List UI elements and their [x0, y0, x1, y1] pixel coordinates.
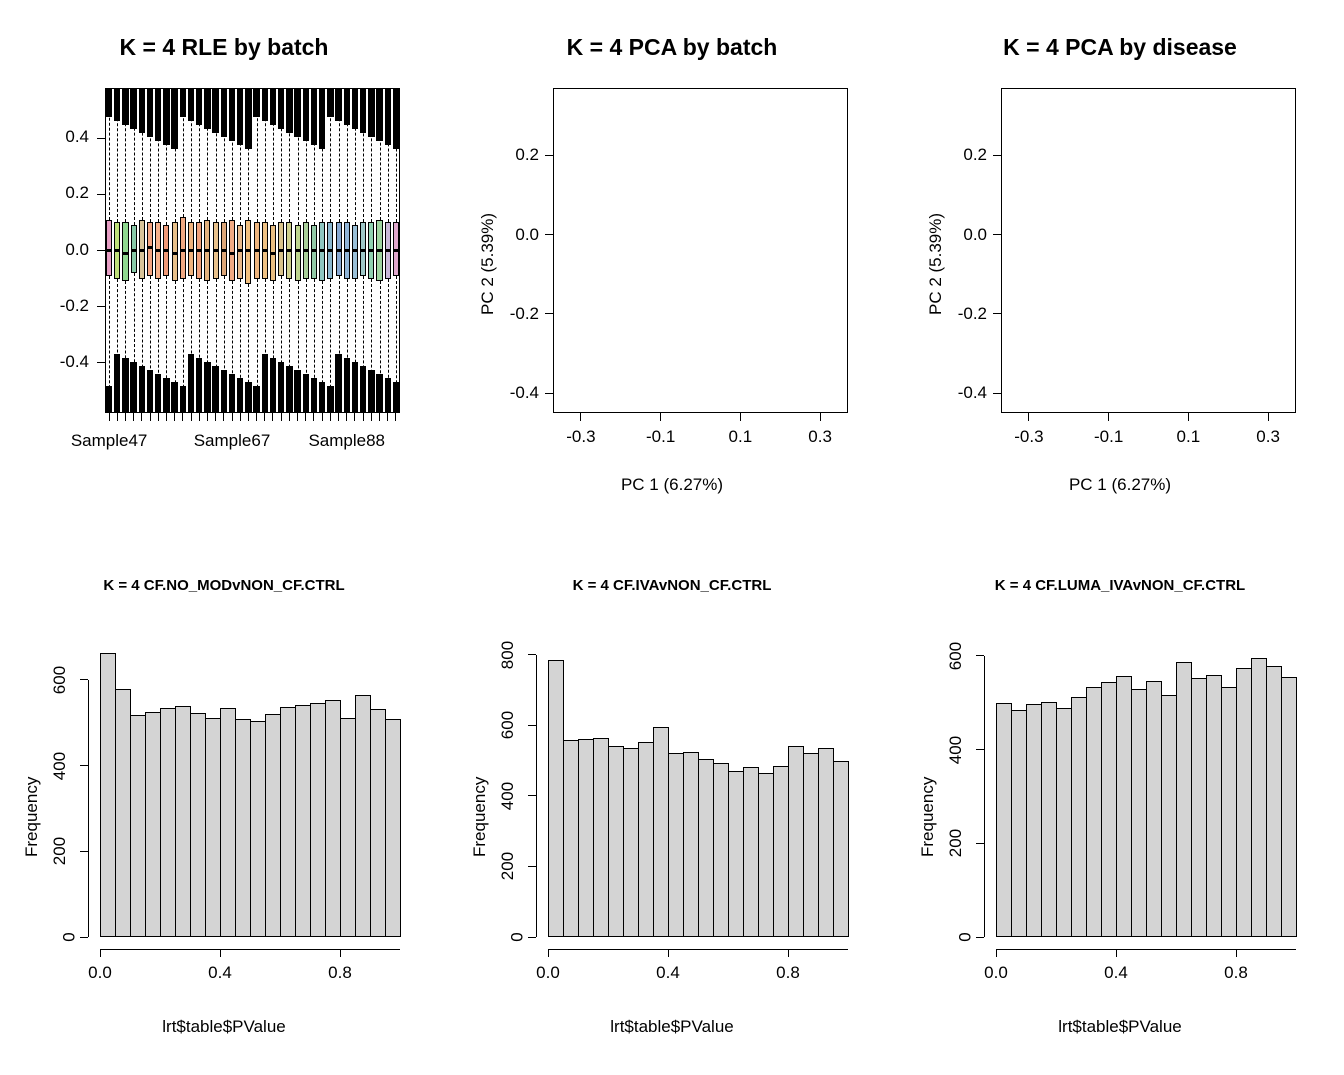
panel-title: K = 4 CF.LUMA_IVAvNON_CF.CTRL: [994, 577, 1246, 594]
y-tick-mark: [97, 362, 105, 363]
y-axis-label: Frequency: [470, 776, 489, 857]
x-tick-mark: [150, 413, 151, 421]
panel-title: K = 4 CF.NO_MODvNON_CF.CTRL: [103, 577, 345, 594]
y-tick-mark: [993, 393, 1001, 394]
y-tick-mark: [80, 851, 88, 852]
bar: [1056, 708, 1072, 937]
y-tick-mark: [976, 843, 984, 844]
bar: [1011, 710, 1027, 937]
bar: [1086, 687, 1102, 937]
x-tick-mark: [232, 413, 233, 421]
x-tick-label: -0.3: [1014, 427, 1044, 446]
x-tick-mark: [1236, 949, 1237, 957]
y-tick-mark: [976, 749, 984, 750]
bar: [623, 748, 639, 937]
y-tick-label: 600: [49, 665, 69, 695]
y-tick-label: 200: [945, 829, 965, 858]
bar: [578, 739, 594, 937]
y-tick-label: 400: [49, 751, 69, 780]
x-tick-mark: [256, 413, 257, 421]
y-tick-mark: [528, 654, 536, 655]
bar: [788, 746, 804, 937]
x-tick-mark: [220, 949, 221, 957]
y-tick-label: 0.2: [65, 183, 89, 203]
bar: [1176, 662, 1192, 937]
y-axis-line: [88, 680, 89, 937]
x-tick-mark: [264, 413, 265, 421]
y-tick-mark: [976, 655, 984, 656]
bar: [803, 753, 819, 937]
y-tick-mark: [528, 795, 536, 796]
y-tick-mark: [993, 155, 1001, 156]
x-tick-mark: [191, 413, 192, 421]
x-tick-mark: [387, 413, 388, 421]
y-tick-mark: [97, 250, 105, 251]
bar: [340, 718, 356, 937]
x-tick-label: 0.4: [208, 963, 232, 982]
y-tick-mark: [80, 765, 88, 766]
y-tick-mark: [993, 234, 1001, 235]
bar: [698, 759, 714, 937]
x-tick-mark: [322, 413, 323, 421]
x-tick-mark: [338, 413, 339, 421]
y-tick-label: 0.0: [65, 239, 89, 259]
bar: [145, 712, 161, 937]
y-axis-line: [536, 655, 537, 937]
panel-title: K = 4 PCA by batch: [566, 34, 778, 60]
x-tick-mark: [248, 413, 249, 421]
bar: [713, 763, 729, 937]
y-tick-label: -0.4: [957, 383, 987, 403]
y-tick-mark: [976, 937, 984, 938]
bar: [593, 738, 609, 937]
x-axis-label: lrt$table$PValue: [610, 1017, 734, 1036]
x-axis-line: [996, 949, 1296, 950]
panel-hist-luma-iva: [896, 537, 1344, 1075]
panel-hist-iva: [448, 537, 896, 1075]
y-tick-mark: [528, 866, 536, 867]
y-tick-mark: [80, 679, 88, 680]
panel-pca-by-batch: [448, 0, 896, 520]
bar: [280, 707, 296, 937]
y-tick-mark: [528, 725, 536, 726]
x-tick-mark: [289, 413, 290, 421]
x-tick-mark: [158, 413, 159, 421]
x-tick-mark: [330, 413, 331, 421]
y-tick-label: -0.2: [59, 295, 89, 315]
bar: [115, 689, 131, 937]
x-tick-mark: [223, 413, 224, 421]
x-tick-mark: [125, 413, 126, 421]
x-axis-label: PC 1 (6.27%): [620, 475, 724, 494]
panel-pca-by-disease: [896, 0, 1344, 520]
x-tick-label: 0.8: [328, 963, 352, 982]
x-tick-mark: [281, 413, 282, 421]
y-tick-label: 600: [945, 641, 965, 670]
bar: [608, 746, 624, 937]
y-tick-mark: [97, 138, 105, 139]
bar: [653, 727, 669, 937]
bar: [190, 713, 206, 937]
y-axis-label: Frequency: [22, 776, 41, 857]
x-tick-mark: [207, 413, 208, 421]
bar: [100, 653, 116, 937]
bar: [1236, 668, 1252, 937]
x-tick-mark: [354, 413, 355, 421]
x-tick-mark: [1028, 413, 1029, 421]
bar: [1131, 689, 1147, 937]
x-tick-label: 0.4: [656, 963, 680, 982]
bar: [1146, 681, 1162, 937]
x-tick-mark: [660, 413, 661, 421]
x-axis-line: [548, 949, 848, 950]
x-tick-mark: [240, 413, 241, 421]
x-tick-mark: [182, 413, 183, 421]
y-tick-label: 400: [945, 735, 965, 764]
y-tick-label: 0: [955, 932, 975, 942]
bar: [833, 761, 849, 937]
plot-area-rle: [105, 88, 400, 413]
y-axis-line: [984, 656, 985, 937]
x-tick-mark: [166, 413, 167, 421]
bar: [355, 695, 371, 937]
x-tick-mark: [379, 413, 380, 421]
x-tick-label: Sample88: [308, 431, 386, 450]
x-tick-mark: [340, 949, 341, 957]
bar: [310, 703, 326, 937]
plot-area-pca-batch: [553, 88, 848, 413]
bar: [668, 753, 684, 937]
bar: [205, 718, 221, 937]
x-tick-mark: [346, 413, 347, 421]
y-tick-label: 400: [497, 781, 517, 810]
bar: [548, 660, 564, 937]
x-tick-label: 0.8: [1224, 963, 1248, 982]
x-tick-label: -0.3: [566, 427, 596, 446]
bar: [1101, 682, 1117, 937]
bar: [295, 705, 311, 937]
y-tick-label: -0.4: [59, 351, 89, 371]
y-tick-label: 600: [497, 711, 517, 740]
y-tick-label: 0: [59, 932, 79, 942]
y-tick-mark: [545, 155, 553, 156]
bar: [370, 709, 386, 937]
x-tick-label: 0.1: [728, 427, 753, 446]
x-tick-label: 0.0: [984, 963, 1008, 982]
bar: [130, 715, 146, 937]
y-tick-label: 0.0: [515, 224, 539, 244]
bar: [638, 742, 654, 937]
bar: [1071, 697, 1087, 937]
x-tick-label: 0.3: [1256, 427, 1280, 446]
x-tick-mark: [1188, 413, 1189, 421]
x-tick-mark: [788, 949, 789, 957]
x-axis-line: [100, 949, 400, 950]
x-axis-label: PC 1 (6.27%): [1068, 475, 1172, 494]
x-tick-label: -0.1: [1093, 427, 1124, 446]
x-tick-label: 0.0: [536, 963, 560, 982]
bar: [250, 721, 266, 937]
x-tick-mark: [199, 413, 200, 421]
x-tick-label: 0.4: [1104, 963, 1128, 982]
y-tick-label: 200: [497, 852, 517, 881]
y-tick-label: 200: [49, 837, 69, 866]
bar: [1206, 675, 1222, 937]
y-tick-label: 0.2: [963, 145, 987, 165]
plot-area-pca-disease: [1001, 88, 1296, 413]
x-tick-label: -0.1: [645, 427, 676, 446]
bar: [773, 766, 789, 937]
bar: [1251, 658, 1267, 937]
bar: [818, 748, 834, 937]
x-tick-mark: [174, 413, 175, 421]
panel-title: K = 4 PCA by disease: [1003, 34, 1237, 60]
panel-title: K = 4 CF.IVAvNON_CF.CTRL: [572, 577, 772, 594]
x-tick-label: Sample47: [70, 431, 148, 450]
bar: [1191, 678, 1207, 937]
y-tick-mark: [545, 313, 553, 314]
y-tick-mark: [545, 234, 553, 235]
x-tick-mark: [996, 949, 997, 957]
y-tick-mark: [528, 937, 536, 938]
panel-hist-no-mod: [0, 537, 448, 1075]
bar: [1266, 666, 1282, 937]
x-tick-mark: [1108, 413, 1109, 421]
x-tick-mark: [371, 413, 372, 421]
x-tick-mark: [100, 949, 101, 957]
x-tick-label: 0.0: [88, 963, 112, 982]
x-tick-mark: [820, 413, 821, 421]
bar: [996, 703, 1012, 937]
y-tick-label: 0: [507, 932, 527, 942]
y-tick-mark: [993, 313, 1001, 314]
bar: [1161, 695, 1177, 937]
bar: [758, 773, 774, 937]
x-tick-mark: [363, 413, 364, 421]
y-axis-label: Frequency: [918, 776, 937, 857]
bar: [220, 708, 236, 937]
x-tick-label: 0.1: [1176, 427, 1201, 446]
bar: [728, 771, 744, 937]
y-tick-label: -0.2: [509, 303, 539, 323]
x-tick-mark: [580, 413, 581, 421]
y-tick-label: -0.2: [957, 303, 987, 323]
x-tick-mark: [313, 413, 314, 421]
bar: [160, 708, 176, 937]
bar: [1116, 676, 1132, 937]
panel-rle-by-batch: [0, 0, 448, 520]
x-tick-mark: [141, 413, 142, 421]
y-tick-label: -0.4: [509, 383, 539, 403]
bar: [563, 740, 579, 937]
y-tick-label: 0.2: [515, 145, 539, 165]
x-tick-mark: [117, 413, 118, 421]
x-tick-mark: [297, 413, 298, 421]
x-tick-mark: [548, 949, 549, 957]
x-tick-mark: [395, 413, 396, 421]
x-tick-mark: [1268, 413, 1269, 421]
x-tick-label: Sample67: [193, 431, 271, 450]
x-tick-mark: [272, 413, 273, 421]
bar: [385, 719, 401, 937]
y-tick-mark: [545, 393, 553, 394]
x-tick-mark: [133, 413, 134, 421]
bar: [265, 714, 281, 937]
bar: [1221, 687, 1237, 937]
x-tick-mark: [740, 413, 741, 421]
bar: [1041, 702, 1057, 937]
bar: [235, 719, 251, 937]
x-tick-mark: [109, 413, 110, 421]
panel-title: K = 4 RLE by batch: [119, 34, 329, 60]
bar: [325, 700, 341, 937]
y-tick-label: 0.4: [65, 127, 89, 147]
y-tick-mark: [97, 306, 105, 307]
x-tick-mark: [1116, 949, 1117, 957]
y-axis-label: PC 2 (5.39%): [926, 212, 945, 315]
x-tick-label: 0.3: [808, 427, 832, 446]
x-axis-label: lrt$table$PValue: [1058, 1017, 1182, 1036]
y-axis-label: PC 2 (5.39%): [478, 212, 497, 315]
x-tick-mark: [215, 413, 216, 421]
x-axis-label: lrt$table$PValue: [162, 1017, 286, 1036]
y-tick-mark: [80, 937, 88, 938]
bar: [175, 706, 191, 937]
y-tick-label: 800: [497, 640, 517, 669]
x-tick-mark: [305, 413, 306, 421]
x-tick-mark: [668, 949, 669, 957]
bar: [1026, 704, 1042, 937]
bar: [1281, 677, 1297, 937]
bar: [683, 752, 699, 937]
y-tick-mark: [97, 194, 105, 195]
y-tick-label: 0.0: [963, 224, 987, 244]
x-tick-label: 0.8: [776, 963, 800, 982]
bar: [743, 767, 759, 937]
